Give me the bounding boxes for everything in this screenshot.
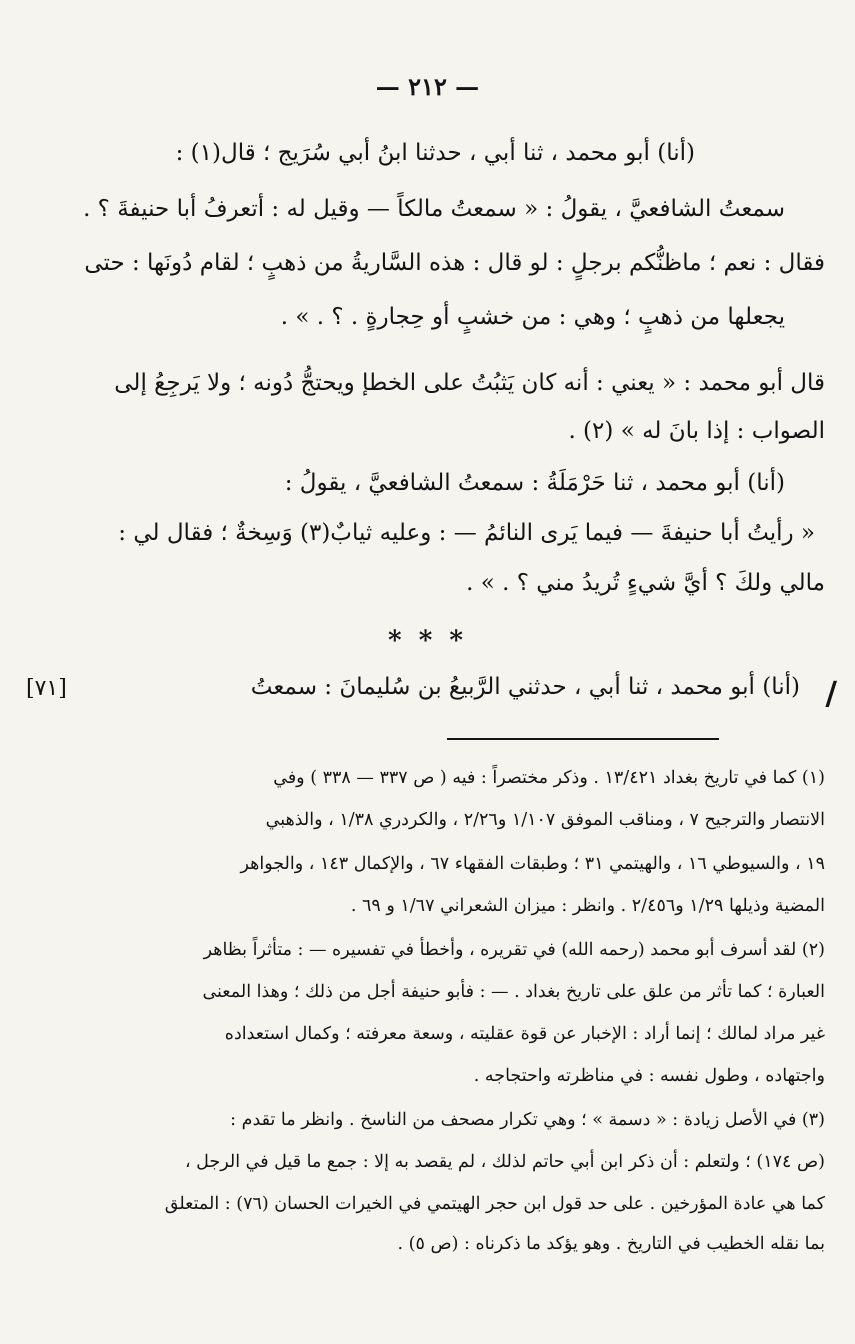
footnote-line-2: الانتصار والترجيح ٧ ، ومناقب الموفق ١/١٠٧ و٢/٢٦ ، والكردري ١/٣٨ ، والذهبي — [265, 810, 825, 830]
footnote-rule — [447, 738, 719, 740]
margin-reference: [٧١] — [26, 676, 67, 701]
main-line-3: فقال : نعم ؛ ماظنُّكم برجلٍ : لو قال : هذه السَّاريةُ من ذهبٍ ؛ لقام دُونَها : حتى — [84, 250, 825, 276]
main-line-4: يجعلها من ذهبٍ ؛ وهي : من خشبٍ أو حِجارةٍ . ؟ . » . — [280, 304, 785, 330]
main-line-1: (أنا) أبو محمد ، ثنا أبي ، حدثنا ابنُ أبي سُرَيج ؛ قال(١) : — [175, 140, 695, 166]
main-line-10: (أنا) أبو محمد ، ثنا أبي ، حدثني الرَّبيعُ بن سُليمانَ : سمعتُ — [250, 674, 800, 700]
footnote-line-7: غير مراد لمالك ؛ إنما أراد : الإخبار عن قوة عقليته ، وسعة معرفته ؛ وكمال استعداده — [224, 1024, 825, 1044]
page-number: — ٢١٢ — — [375, 72, 480, 101]
footnote-line-5: (٢) لقد أسرف أبو محمد (رحمه الله) في تقريره ، وأخطأ في تفسيره — : متأثراً بظاهر — [203, 940, 825, 960]
footnote-line-3: ١٩ ، والسيوطي ١٦ ، والهيتمي ٣١ ؛ وطبقات الفقهاء ٦٧ ، والإكمال ١٤٣ ، والجواهر — [240, 854, 825, 874]
main-line-6: الصواب : إذا بانَ له » (٢) . — [568, 418, 825, 444]
main-line-5: قال أبو محمد : « يعني : أنه كان يَثبُتُ على الخطإ ويحتجُّ دُونه ؛ ولا يَرجِعُ إلى — [114, 370, 825, 396]
footnote-line-6: العبارة ؛ كما تأثر من علق على تاريخ بغداد . — : فأبو حنيفة أجل من ذلك ؛ وهذا المعنى — [202, 982, 825, 1002]
main-line-9: مالي ولكَ ؟ أيَّ شيءٍ تُريدُ مني ؟ . » . — [466, 570, 825, 596]
page-break-mark: / — [825, 674, 837, 712]
main-line-2: سمعتُ الشافعيَّ ، يقولُ : « سمعتُ مالكاً — وقيل له : أتعرفُ أبا حنيفةَ ؟ . — [83, 196, 785, 222]
footnote-line-8: واجتهاده ، وطول نفسه : في مناظرته واحتجاجه . — [473, 1066, 825, 1086]
footnote-line-4: المضية وذيلها ١/٢٩ و٢/٤٥٦ . وانظر : ميزان الشعراني ١/٦٧ و ٦٩ . — [350, 896, 825, 916]
footnote-line-9: (٣) في الأصل زيادة : « دسمة » ؛ وهي تكرار مصحف من الناسخ . وانظر ما تقدم : — [230, 1110, 825, 1130]
footnote-line-11: كما هي عادة المؤرخين . على حد قول ابن حجر الهيتمي في الخيرات الحسان (٧٦) : المتعلق — [164, 1194, 825, 1214]
footnote-line-10: (ص ١٧٤) ؛ ولتعلم : أن ذكر ابن أبي حاتم لذلك ، لم يقصد به إلا : جمع ما قيل في الرجل ، — [184, 1152, 825, 1172]
footnote-line-12: بما نقله الخطيب في التاريخ . وهو يؤكد ما ذكرناه : (ص ٥) . — [397, 1234, 825, 1254]
main-line-8: « رأيتُ أبا حنيفةَ — فيما يَرى النائمُ — : وعليه ثيابٌ(٣) وَسِخةٌ ؛ فقال لي : — [118, 520, 815, 546]
footnote-line-1: (١) كما في تاريخ بغداد ١٣/٤٢١ . وذكر مختصراً : فيه ( ص ٣٣٧ — ٣٣٨ ) وفي — [273, 768, 825, 788]
section-separator: * * * — [388, 626, 467, 656]
main-line-7: (أنا) أبو محمد ، ثنا حَرْمَلَةُ : سمعتُ الشافعيَّ ، يقولُ : — [284, 470, 785, 496]
